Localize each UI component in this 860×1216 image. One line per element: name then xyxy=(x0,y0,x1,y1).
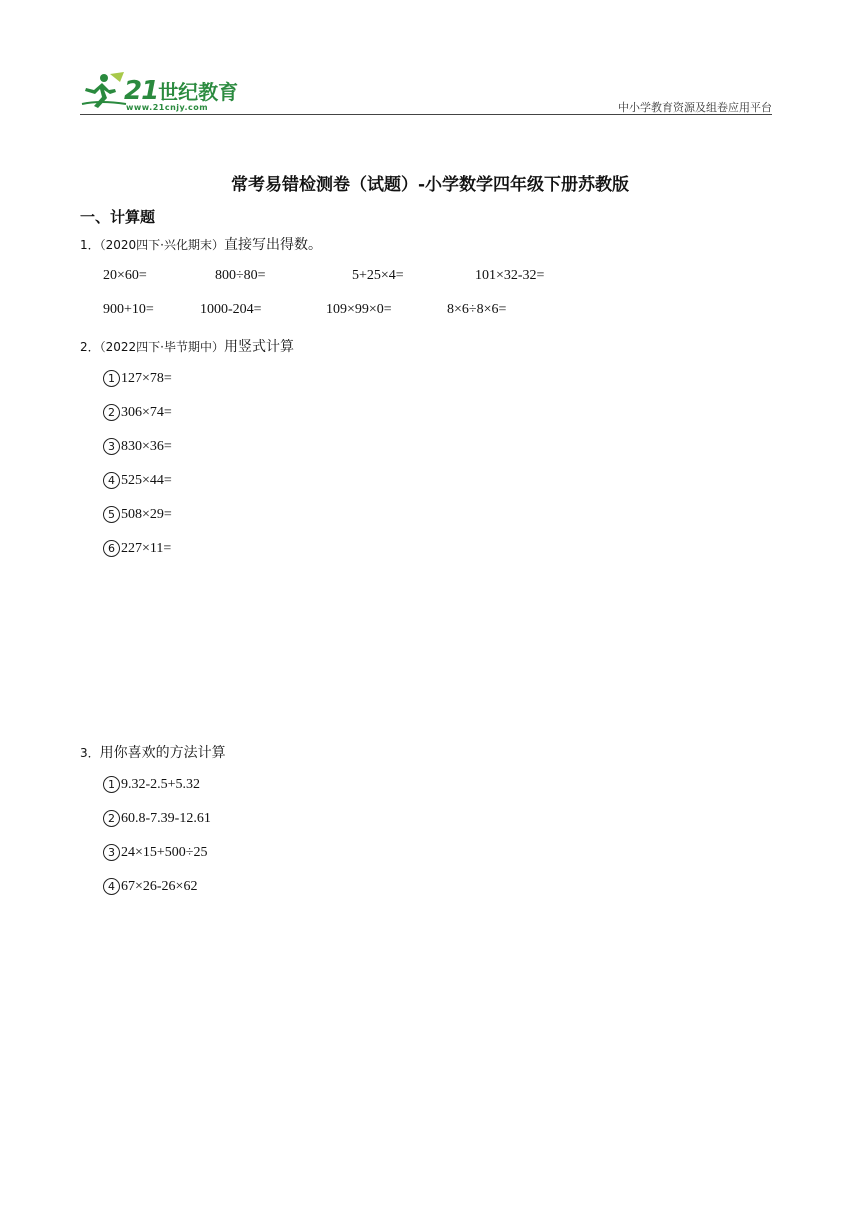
question-2-text: 用竖式计算 xyxy=(224,340,294,355)
q2-item xyxy=(103,506,172,523)
circled-number: 3 xyxy=(103,438,120,455)
q3-expression: 9.32-2.5+5.32 xyxy=(121,776,201,792)
q2-expression: 830×36= xyxy=(121,438,172,454)
question-2-stem xyxy=(80,336,294,356)
question-3-stem xyxy=(80,742,226,762)
q1-cell: 109×99×0= xyxy=(326,302,392,317)
q1-cell: 101×32-32= xyxy=(475,268,545,283)
q3-item xyxy=(103,878,197,895)
logo-wordmark xyxy=(124,76,238,106)
q2-item xyxy=(103,404,172,421)
question-2-number: 2． xyxy=(80,340,100,354)
q1-cell: 1000-204= xyxy=(200,302,262,317)
circled-number: 6 xyxy=(103,540,120,557)
page-header xyxy=(80,66,772,116)
logo-main: 21 xyxy=(124,76,159,106)
question-1-stem xyxy=(80,234,322,254)
circled-number: 4 xyxy=(103,472,120,489)
circled-number: 1 xyxy=(103,370,120,387)
question-2-source: （2022四下·毕节期中） xyxy=(99,340,224,354)
q2-expression: 508×29= xyxy=(121,506,172,522)
q2-expression: 306×74= xyxy=(121,404,172,420)
q2-item xyxy=(103,472,172,489)
q3-expression: 60.8-7.39-12.61 xyxy=(121,810,211,826)
platform-label: 中小学教育资源及组卷应用平台 xyxy=(618,101,772,114)
q3-item xyxy=(103,844,207,861)
q3-expression: 67×26-26×62 xyxy=(121,878,198,894)
question-3-text: 用你喜欢的方法计算 xyxy=(99,746,226,761)
q1-cell: 5+25×4= xyxy=(352,268,404,283)
q2-expression: 525×44= xyxy=(121,472,172,488)
circled-number: 3 xyxy=(103,844,120,861)
runner-icon xyxy=(80,70,128,110)
circled-number: 2 xyxy=(103,404,120,421)
circled-number: 5 xyxy=(103,506,120,523)
q3-item xyxy=(103,810,211,827)
q2-item xyxy=(103,540,171,557)
question-3-number: 3． xyxy=(80,746,100,760)
q2-expression: 127×78= xyxy=(121,370,172,386)
q3-item xyxy=(103,776,200,793)
circled-number: 2 xyxy=(103,810,120,827)
question-1-number: 1． xyxy=(80,238,100,252)
q1-cell: 20×60= xyxy=(103,268,147,283)
q3-expression: 24×15+500÷25 xyxy=(121,844,208,860)
q1-cell: 800÷80= xyxy=(215,268,266,283)
q2-item xyxy=(103,370,172,387)
q1-cell: 900+10= xyxy=(103,302,154,317)
logo-cn: 世纪教育 xyxy=(158,80,239,104)
circled-number: 1 xyxy=(103,776,120,793)
question-1-source: （2020四下·兴化期末） xyxy=(99,238,224,252)
brand-logo xyxy=(80,66,250,114)
logo-url: www.21cnjy.com xyxy=(126,103,209,112)
circled-number: 4 xyxy=(103,878,120,895)
header-divider xyxy=(80,114,772,115)
q1-cell: 8×6÷8×6= xyxy=(447,302,507,317)
document-title: 常考易错检测卷（试题）-小学数学四年级下册苏教版 xyxy=(230,175,630,195)
question-1-text: 直接写出得数。 xyxy=(224,238,322,253)
q2-item xyxy=(103,438,172,455)
q2-expression: 227×11= xyxy=(121,540,172,556)
section-title-calculation: 一、计算题 xyxy=(80,208,156,226)
